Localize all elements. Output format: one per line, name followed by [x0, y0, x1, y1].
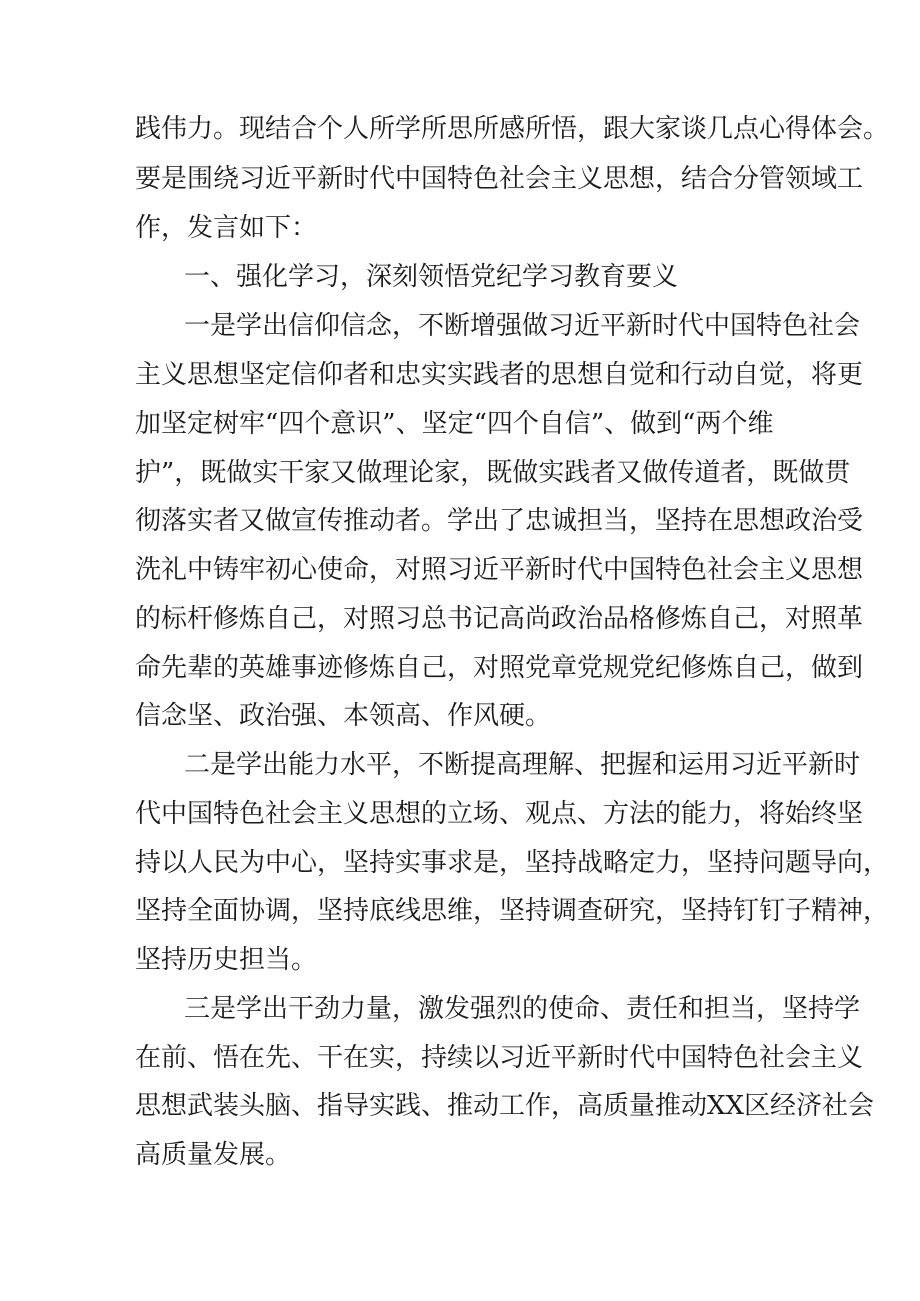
- text-line: 坚持历史担当。: [135, 945, 318, 975]
- text-line: 持以人民为中心，坚持实事求是，坚持战略定力，坚持问题导向，: [135, 848, 890, 878]
- text-line: 的标杆修炼自己，对照习总书记高尚政治品格修炼自己，对照革: [135, 604, 864, 634]
- text-line: 彻落实者又做宣传推动者。学出了忠诚担当，坚持在思想政治受: [135, 506, 864, 536]
- text-line: 践伟力。现结合个人所学所思所感所悟，跟大家谈几点心得体会。: [135, 114, 890, 144]
- text-line: 代中国特色社会主义思想的立场、观点、方法的能力，将始终坚: [135, 799, 864, 829]
- section-heading: 一、强化学习，深刻领悟党纪学习教育要义: [184, 262, 679, 292]
- text-line: 信念坚、政治强、本领高、作风硬。: [135, 701, 552, 731]
- text-line: 洗礼中铸牢初心使命，对照习近平新时代中国特色社会主义思想: [135, 555, 864, 585]
- text-line: 高质量发展。: [135, 1140, 292, 1170]
- text-line: 护”，既做实干家又做理论家，既做实践者又做传道者，既做贯: [135, 458, 851, 488]
- text-line: 在前、悟在先、干在实，持续以习近平新时代中国特色社会主义: [135, 1043, 864, 1073]
- text-line: 坚持全面协调，坚持底线思维，坚持调查研究，坚持钉钉子精神，: [135, 896, 890, 926]
- text-line: 作，发言如下：: [135, 213, 318, 243]
- text-line: 三是学出干劲力量，激发强烈的使命、责任和担当，坚持学: [184, 994, 861, 1024]
- text-line: 命先辈的英雄事迹修炼自己，对照党章党规党纪修炼自己，做到: [135, 653, 864, 683]
- text-line: 要是围绕习近平新时代中国特色社会主义思想，结合分管领域工: [135, 164, 864, 194]
- text-line: 主义思想坚定信仰者和忠实实践者的思想自觉和行动自觉，将更: [135, 360, 864, 390]
- text-line: 加坚定树牢“四个意识”、坚定“四个自信”、做到“两个维: [135, 409, 774, 439]
- text-line: 思想武装头脑、指导实践、推动工作，高质量推动XX区经济社会: [135, 1091, 875, 1121]
- text-line: 一是学出信仰信念，不断增强做习近平新时代中国特色社会: [184, 311, 861, 341]
- text-line: 二是学出能力水平，不断提高理解、把握和运用习近平新时: [184, 750, 861, 780]
